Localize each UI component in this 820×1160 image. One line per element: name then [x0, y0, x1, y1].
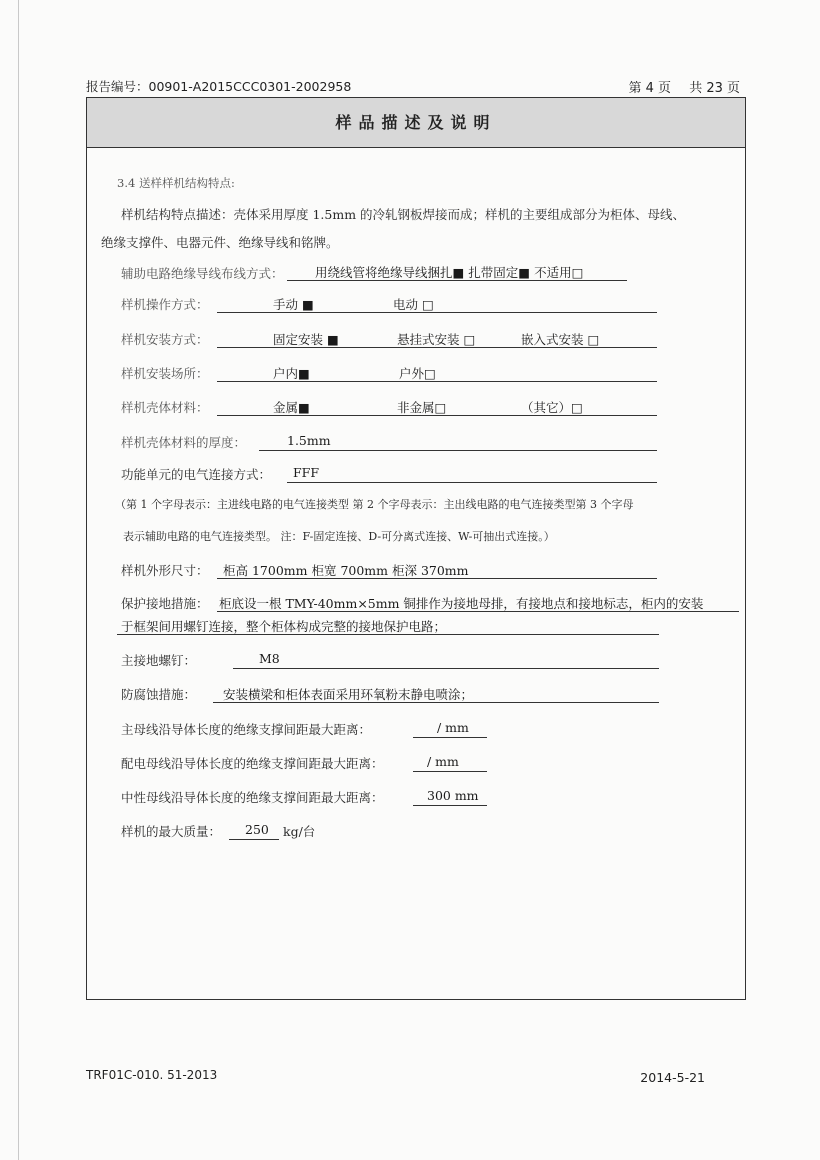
connection-underline	[287, 482, 657, 483]
material-nonmetal: 非金属□	[397, 400, 447, 415]
description-box	[86, 97, 746, 1000]
binding-edge	[18, 0, 19, 1160]
page-number: 第 4 页	[628, 81, 672, 96]
thickness-underline	[259, 450, 657, 451]
aux-wiring-label: 辅助电路绝缘导线布线方式：	[121, 266, 284, 281]
structure-description-line-1: 样机结构特点描述：壳体采用厚度 1.5mm 的冷轧钢板焊接而成；样机的主要组成部分为柜体、母线、	[121, 207, 686, 222]
neutral-bus-label: 中性母线沿导体长度的绝缘支撑间距最大距离：	[121, 790, 384, 805]
grounding-value-line-1: 柜底设一根 TMY-40mm×5mm 铜排作为接地母排，有接地点和接地标志，柜内的安装	[219, 596, 704, 611]
max-mass-unit: kg/台	[283, 824, 316, 839]
location-indoor: 户内■	[273, 366, 310, 381]
connection-note-line-2: 表示辅助电路的电气连接类型。 注：F-固定连接、D-可分离式连接、W-可抽出式连接。）	[123, 530, 555, 543]
install-hanging: 悬挂式安装 □	[397, 332, 476, 347]
section-heading: 3.4 送样样机结构特点:	[117, 176, 235, 190]
distribution-bus-label: 配电母线沿导体长度的绝缘支撑间距最大距离：	[121, 756, 384, 771]
location-outdoor: 户外□	[399, 366, 436, 381]
connection-value: FFF	[293, 465, 320, 480]
distribution-bus-underline	[413, 771, 487, 772]
ground-screw-value: M8	[259, 651, 280, 666]
anticorrosion-value: 安装横梁和柜体表面采用环氧粉末静电喷涂；	[223, 687, 474, 702]
distribution-bus-value: / mm	[427, 754, 459, 769]
material-other: （其它）□	[521, 400, 583, 415]
operation-label: 样机操作方式：	[121, 297, 209, 312]
main-bus-label: 主母线沿导体长度的绝缘支撑间距最大距离：	[121, 722, 372, 737]
form-number: TRF01C-010. 51-2013	[86, 1068, 218, 1082]
operation-manual: 手动 ■	[273, 297, 314, 312]
install-embedded: 嵌入式安装 □	[521, 332, 600, 347]
grounding-label: 保护接地措施：	[121, 596, 209, 611]
thickness-value: 1.5mm	[287, 433, 331, 448]
operation-electric: 电动 □	[393, 297, 434, 312]
connection-note-line-1: （第 1 个字母表示：主进线电路的电气连接类型 第 2 个字母表示：主出线电路的电气连接类型第 3 个字母	[115, 498, 634, 511]
location-label: 样机安装场所：	[121, 366, 209, 381]
report-number: 报告编号：00901-A2015CCC0301-2002958	[86, 79, 352, 94]
page-title: 样品描述及说明	[87, 98, 745, 148]
ground-screw-underline	[233, 668, 659, 669]
issue-date: 2014-5-21	[640, 1070, 705, 1085]
dimensions-value: 柜高 1700mm 柜宽 700mm 柜深 370mm	[223, 563, 469, 578]
neutral-bus-value: 300 mm	[427, 788, 479, 803]
main-bus-underline	[413, 737, 487, 738]
install-label: 样机安装方式：	[121, 332, 209, 347]
aux-wiring-value: 用绕线管将绝缘导线捆扎■ 扎带固定■ 不适用□	[315, 265, 584, 280]
page-total: 共 23 页	[689, 81, 740, 96]
max-mass-value: 250	[245, 822, 269, 837]
max-mass-underline	[229, 839, 279, 840]
material-label: 样机壳体材料：	[121, 400, 209, 415]
ground-screw-label: 主接地螺钉：	[121, 653, 197, 668]
max-mass-label: 样机的最大质量：	[121, 824, 222, 839]
main-bus-value: / mm	[437, 720, 469, 735]
connection-label: 功能单元的电气连接方式：	[121, 467, 272, 482]
anticorrosion-label: 防腐蚀措施：	[121, 687, 197, 702]
structure-description-line-2: 绝缘支撑件、电器元件、绝缘导线和铭牌。	[101, 235, 339, 250]
dimensions-label: 样机外形尺寸：	[121, 563, 209, 578]
grounding-value-line-2: 于框架间用螺钉连接，整个柜体构成完整的接地保护电路；	[121, 619, 447, 634]
page-indicator	[615, 77, 741, 96]
thickness-label: 样机壳体材料的厚度：	[121, 435, 247, 450]
install-fixed: 固定安装 ■	[273, 332, 339, 347]
neutral-bus-underline	[413, 805, 487, 806]
material-metal: 金属■	[273, 400, 310, 415]
